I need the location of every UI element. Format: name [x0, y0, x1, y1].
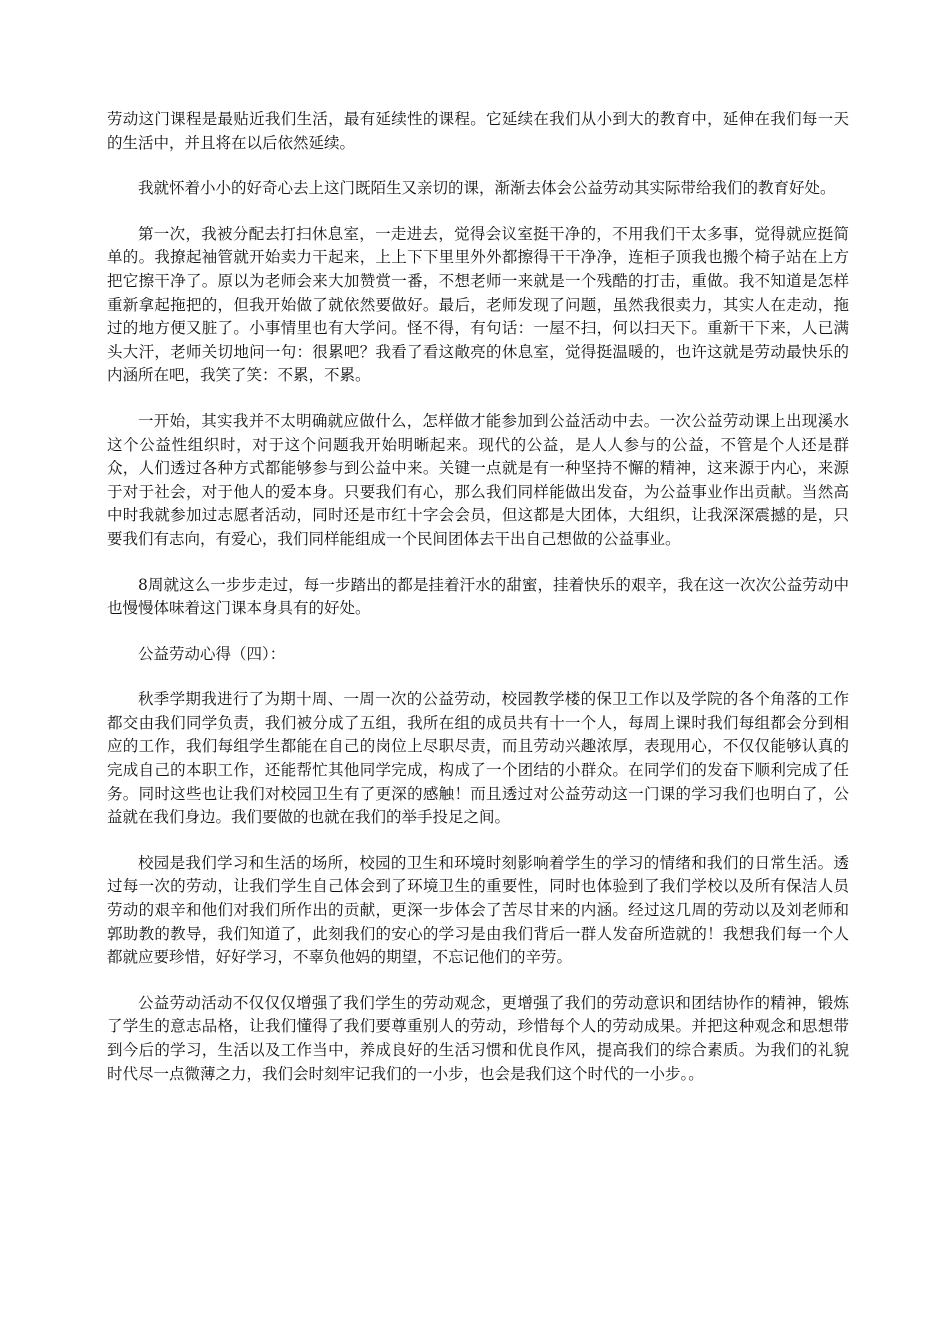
paragraph-1: 劳动这门课程是最贴近我们生活，最有延续性的课程。它延续在我们从小到大的教育中，延伸在我们每一天的生活中，并且将在以后依然延续。 [107, 110, 849, 152]
paragraph-7: 校园是我们学习和生活的场所，校园的卫生和环境时刻影响着学生的学习的情绪和我们的日常生活。透过每一次的劳动，让我们学生自己体会到了环境卫生的重要性，同时也体验到了我们学校以及所有保洁人员劳动的艰辛和他们对我们所作出的贡献，更深一步体会了苦尽甘来的内涵。经过这几周的劳动以及刘老师和郭助教的教导，我们知道了，此刻我们的安心的学习是由我们背后一群人发奋所造就的！我想我们每一个人都就应要珍惜，好好学习，不辜负他妈的期望，不忘记他们的辛劳。 [107, 853, 849, 967]
paragraph-6: 秋季学期我进行了为期十周、一周一次的公益劳动，校园教学楼的保卫工作以及学院的各个角落的工作都交由我们同学负责，我们被分成了五组，我所在组的成员共有十一个人，每周上课时我们每组都会分到相应的工作，我们每组学生都能在自己的岗位上尽职尽责，而且劳动兴趣浓厚，表现用心，不仅仅能够认真的完成自己的本职工作，还能帮忙其他同学完成，构成了一个团结的小群众。在同学们的发奋下顺利完成了任务。同时这些也让我们对校园卫生有了更深的感触！而且透过对公益劳动这一门课的学习我们也明白了，公益就在我们身边。我们要做的也就在我们的举手投足之间。 [107, 690, 849, 827]
paragraph-2: 我就怀着小小的好奇心去上这门既陌生又亲切的课，渐渐去体会公益劳动其实际带给我们的教育好处。 [138, 179, 836, 198]
paragraph-3: 第一次，我被分配去打扫休息室，一走进去，觉得会议室挺干净的，不用我们干太多事，觉得就应挺简单的。我撩起袖管就开始卖力干起来，上上下下里里外外都擦得干干净净，连柜子顶我也搬个椅子站在上方把它擦干净了。原以为老师会来大加赞赏一番，不想老师一来就是一个残酷的打击，重做。我不知道是怎样重新拿起拖把的，但我开始做了就依然要做好。最后，老师发现了问题，虽然我很卖力，其实人在走动，拖过的地方便又脏了。小事情里也有大学问。怪不得，有句话：一屋不扫，何以扫天下。重新干下来，人已满头大汗，老师关切地问一句：很累吧？我看了看这敞亮的休息室，觉得挺温暖的，也许这就是劳动最快乐的内涵所在吧，我笑了笑：不累，不累。 [107, 224, 849, 385]
section-heading: 公益劳动心得（四）： [138, 644, 286, 663]
document-body [107, 108, 849, 1108]
paragraph-8: 公益劳动活动不仅仅仅增强了我们学生的劳动观念，更增强了我们的劳动意识和团结协作的精神，锻炼了学生的意志品格，让我们懂得了我们要尊重别人的劳动，珍惜每个人的劳动成果。并把这种观念和思想带到今后的学习，生活以及工作当中，养成良好的生活习惯和优良作风，提高我们的综合素质。为我们的礼貌时代尽一点微薄之力，我们会时刻牢记我们的一小步，也会是我们这个时代的一小步。。 [107, 993, 849, 1083]
paragraph-5: 8周就这么一步步走过，每一步踏出的都是挂着汗水的甜蜜，挂着快乐的艰辛，我在这一次次公益劳动中也慢慢体味着这门课本身具有的好处。 [107, 575, 849, 618]
paragraph-4: 一开始，其实我并不太明确就应做什么，怎样做才能参加到公益活动中去。一次公益劳动课上出现溪水这个公益性组织时，对于这个问题我开始明晰起来。现代的公益，是人人参与的公益，不管是个人还是群众，人们透过各种方式都能够参与到公益中来。关键一点就是有一种坚持不懈的精神，这来源于内心，来源于对于社会，对于他人的爱本身。只要我们有心，那么我们同样能做出发奋，为公益事业作出贡献。当然高中时我就参加过志愿者活动，同时还是市红十字会会员，但这都是大团体，大组织，让我深深震撼的是，只要我们有志向，有爱心，我们同样能组成一个民间团体去干出自己想做的公益事业。 [107, 411, 849, 548]
